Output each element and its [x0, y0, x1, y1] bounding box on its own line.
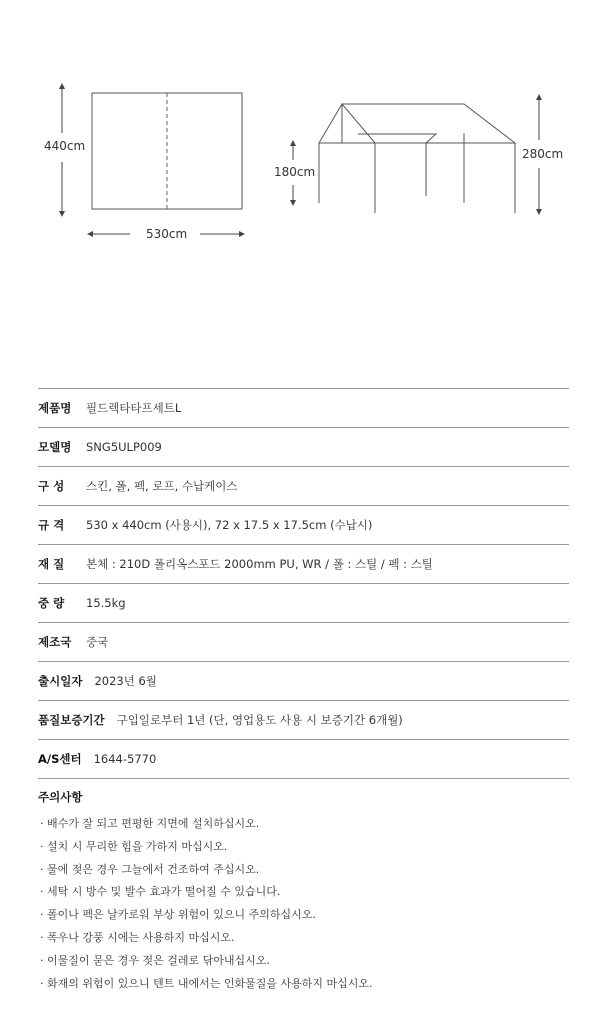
- spec-value: SNG5ULP009: [86, 440, 162, 454]
- spec-value: 중국: [86, 635, 109, 649]
- spec-label: 중 량: [38, 596, 65, 610]
- floor-plan: [92, 93, 242, 209]
- spec-row-material: [38, 545, 569, 584]
- note-item: · 물에 젖은 경우 그늘에서 건조하여 주십시오.: [40, 859, 373, 882]
- spec-row-size: [38, 506, 569, 545]
- spec-label: 규 격: [38, 518, 65, 532]
- spec-value: 구입일로부터 1년 (단, 영업용도 사용 시 보증기간 6개월): [116, 713, 403, 727]
- tarp-elevation: [319, 104, 515, 213]
- spec-label: A/S센터: [38, 752, 82, 766]
- spec-label: 모델명: [38, 440, 72, 454]
- spec-table: [38, 388, 569, 779]
- floor-height-label: 440cm: [44, 139, 86, 153]
- spec-row-weight: [38, 584, 569, 623]
- spec-label: 제조국: [38, 635, 72, 649]
- spec-value: 본체 : 210D 폴리옥스포드 2000mm PU, WR / 폴 : 스틸 / 펙 : 스틸: [86, 557, 433, 571]
- spec-label: 출시일자: [38, 674, 83, 688]
- notes-list: [40, 813, 373, 995]
- spec-label: 품질보증기간: [38, 713, 105, 727]
- spec-value: 530 x 440cm (사용시), 72 x 17.5 x 17.5cm (수납시): [86, 518, 373, 532]
- spec-row-country: [38, 623, 569, 662]
- spec-value: 2023년 6월: [94, 674, 157, 688]
- dimension-diagram: [0, 0, 608, 260]
- spec-row-warranty: [38, 701, 569, 740]
- spec-value: 스킨, 폴, 펙, 로프, 수납케이스: [86, 479, 238, 493]
- spec-label: 구 성: [38, 479, 65, 493]
- spec-row-model: [38, 428, 569, 467]
- total-height-label: 280cm: [522, 147, 564, 161]
- spec-label: 재 질: [38, 557, 65, 571]
- note-item: · 배수가 잘 되고 편평한 지면에 설치하십시오.: [40, 813, 373, 836]
- spec-row-as-center: [38, 740, 569, 779]
- spec-value: 필드렉타타프세트L: [86, 401, 182, 415]
- floor-width-label: 530cm: [146, 227, 188, 241]
- note-item: · 폭우나 강풍 시에는 사용하지 마십시오.: [40, 927, 373, 950]
- note-item: · 화재의 위험이 있으니 텐트 내에서는 인화물질을 사용하지 마십시오.: [40, 973, 373, 996]
- notes-title: 주의사항: [38, 790, 83, 804]
- spec-value: 1644-5770: [93, 752, 157, 766]
- side-height-label: 180cm: [274, 165, 316, 179]
- note-item: · 설치 시 무리한 힘을 가하지 마십시오.: [40, 836, 373, 859]
- note-item: · 이물질이 묻은 경우 젖은 걸레로 닦아내십시오.: [40, 950, 373, 973]
- note-item: · 세탁 시 방수 및 발수 효과가 떨어질 수 있습니다.: [40, 881, 373, 904]
- spec-row-product-name: [38, 389, 569, 428]
- note-item: · 폴이나 펙은 날카로워 부상 위험이 있으니 주의하십시오.: [40, 904, 373, 927]
- spec-row-release-date: [38, 662, 569, 701]
- spec-label: 제품명: [38, 401, 72, 415]
- spec-value: 15.5kg: [86, 596, 126, 610]
- spec-row-composition: [38, 467, 569, 506]
